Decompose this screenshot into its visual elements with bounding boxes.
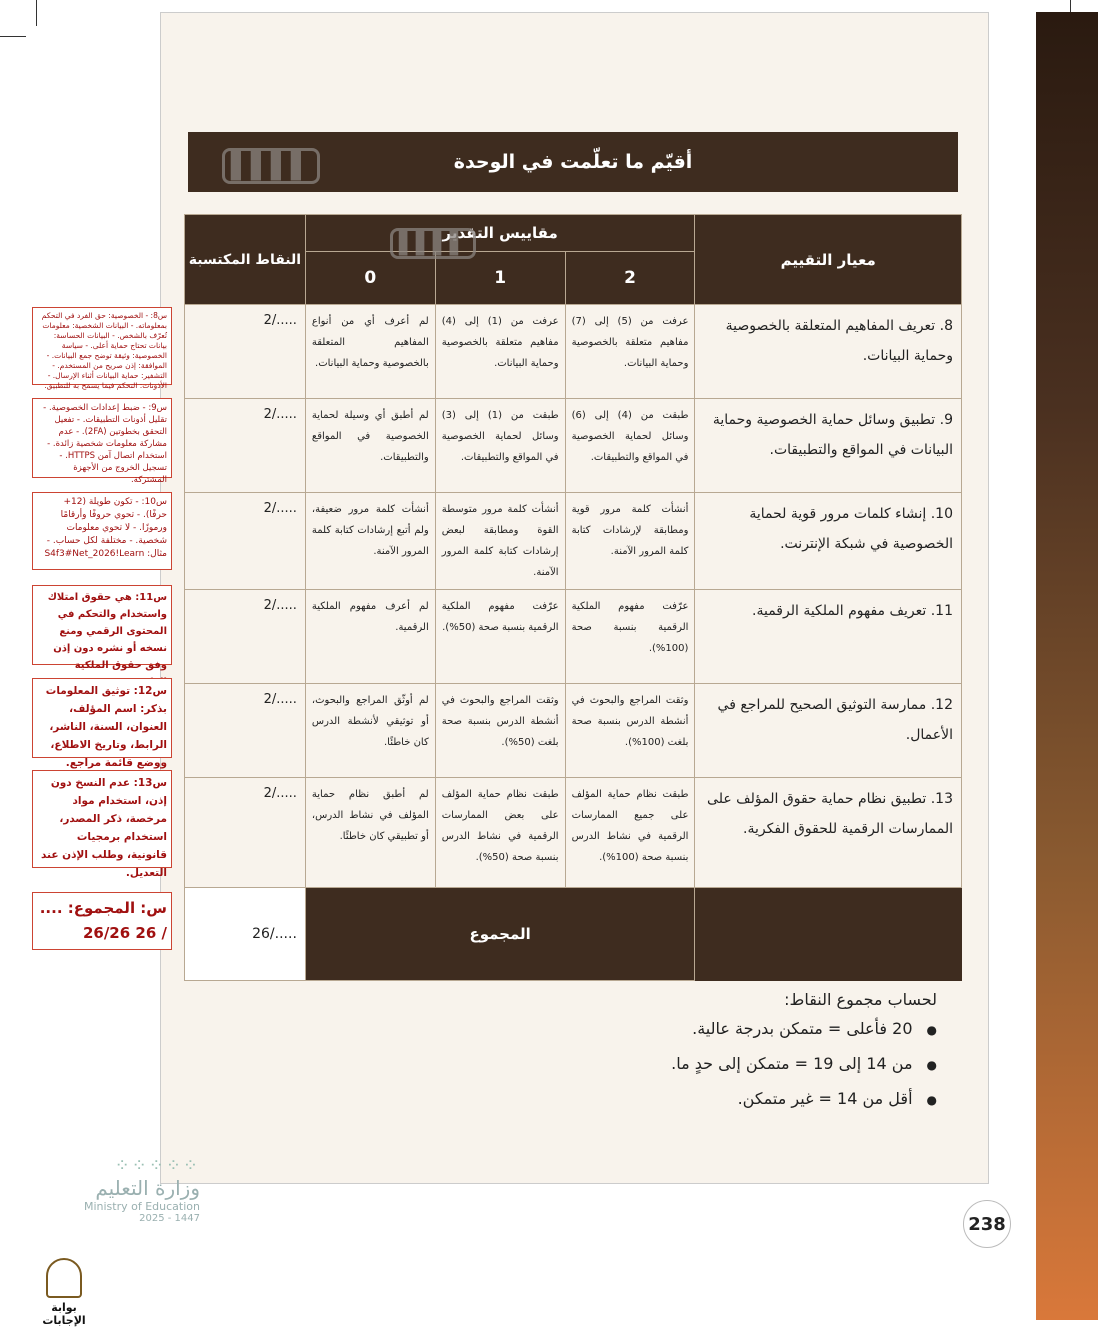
criterion-cell: 9. تطبيق وسائل حماية الخصوصية وحماية البيانات في المواقع والتطبيقات. — [695, 399, 962, 493]
handwritten-note: س13: عدم النسخ دون إذن، استخدام مواد مرخصة، ذكر المصدر، استخدام برمجيات قانونية، وطلب الإذن عند التعديل. — [32, 770, 172, 868]
crop-mark — [36, 0, 37, 26]
level-2-cell: طبقت نظام حماية المؤلف على جميع الممارسات الرقمية في نشاط الدرس بنسبة صحة (100%). — [565, 778, 695, 888]
watermark-logo: ▌▌▌▌ — [390, 228, 476, 259]
handwritten-note: س9: - ضبط إعدادات الخصوصية. - تقليل أذونات التطبيقات. - تفعيل التحقق بخطوتين (2FA). - عدم مشاركة معلومات شخصية زائدة. - استخدام اتصال آمن HTTPS. - تسجيل الخروج من الأجهزة المشتركة. — [32, 398, 172, 478]
table-row — [185, 305, 962, 399]
criterion-cell: 11. تعريف مفهوم الملكية الرقمية. — [695, 590, 962, 684]
level-1-cell: وثقت المراجع والبحوث في أنشطة الدرس بنسبة صحة بلغت (50%). — [435, 684, 565, 778]
handwritten-note: س11: هي حقوق امتلاك واستخدام والتحكم في المحتوى الرقمي ومنع نسخه أو نشره دون إذن وفق حقوق الملكية — [32, 585, 172, 665]
level-1-cell: عرفت من (1) إلى (4) مفاهيم متعلقة بالخصوصية وحماية البيانات. — [435, 305, 565, 399]
sum-points: ...../26 — [185, 888, 306, 981]
scales-header: مقاييس التقدير — [305, 215, 695, 252]
criterion-cell: 8. تعريف المفاهيم المتعلقة بالخصوصية وحماية البيانات. — [695, 305, 962, 399]
level-0-cell: لم أطبق أي وسيلة لحماية الخصوصية في المواقع والتطبيقات. — [305, 399, 435, 493]
level-0-cell: لم أطبق نظام حماية المؤلف في نشاط الدرس، أو تطبيقي كان خاطئًا. — [305, 778, 435, 888]
level-1-header: 1 — [435, 252, 565, 305]
handwritten-note: س8: - الخصوصية: حق الفرد في التحكم بمعلوماته. - البيانات الشخصية: معلومات تُعرّف بالشخص. - البيانات الحساسة: بيانات تحتاج حماية أعلى. - سياسة الخصوصية: وثيقة توضح جمع البيانات. - الموافقة: إذن صريح من المستخدم. - التشفير: حماية البيانات أثناء الإرسال. - الأذونات: التحكم فيما يسمح به للتطبيق. — [32, 307, 172, 385]
level-2-header: 2 — [565, 252, 695, 305]
ministry-dots-icon: ⁘⁘⁘⁘⁘ — [114, 1155, 200, 1176]
scoring-guide-title: لحساب مجموع النقاط: — [784, 990, 937, 1009]
criterion-cell: 10. إنشاء كلمات مرور قوية لحماية الخصوصية في شبكة الإنترنت. — [695, 493, 962, 590]
scoring-guide-item: ● أقل من 14 = غير متمكن. — [671, 1089, 937, 1108]
table-row — [185, 493, 962, 590]
crop-mark — [0, 36, 26, 37]
level-1-cell: عرّفت مفهوم الملكية الرقمية بنسبة صحة (50%). — [435, 590, 565, 684]
scoring-guide — [671, 990, 937, 1124]
table-row — [185, 684, 962, 778]
level-1-cell: طبقت من (1) إلى (3) وسائل لحماية الخصوصية في المواقع والتطبيقات. — [435, 399, 565, 493]
points-cell: ...../2 — [185, 399, 306, 493]
page-spine — [1036, 12, 1098, 1320]
level-2-cell: طبقت من (4) إلى (6) وسائل لحماية الخصوصية في المواقع والتطبيقات. — [565, 399, 695, 493]
sum-label: المجموع — [305, 888, 695, 981]
criterion-header: معيار التقييم — [695, 215, 962, 305]
watermark-logo: ▌▌▌▌ — [222, 148, 320, 184]
ministry-name-en: Ministry of Education — [83, 1200, 200, 1213]
criterion-cell: 12. ممارسة التوثيق الصحيح للمراجع في الأعمال. — [695, 684, 962, 778]
level-0-header: 0 — [305, 252, 435, 305]
criterion-cell: 13. تطبيق نظام حماية حقوق المؤلف على الممارسات الرقمية للحقوق الفكرية. — [695, 778, 962, 888]
portal-emblem-icon — [46, 1258, 82, 1298]
scoring-guide-item: ● 20 فأعلى = متمكن بدرجة عالية. — [671, 1019, 937, 1038]
level-0-cell: أنشأت كلمة مرور ضعيفة، ولم أتبع إرشادات كتابة كلمة المرور الآمنة. — [305, 493, 435, 590]
handwritten-note: س10: - تكون طويلة (12+ حرفًا). - تحوي حروفًا وأرقامًا ورموزًا. - لا تحوي معلومات شخصية. - مختلفة لكل حساب. - مثال: S4f3#Net_2026!Learn — [32, 492, 172, 570]
level-2-cell: عرّفت مفهوم الملكية الرقمية بنسبة صحة (100%). — [565, 590, 695, 684]
points-cell: ...../2 — [185, 493, 306, 590]
points-cell: ...../2 — [185, 305, 306, 399]
ministry-logo — [60, 1155, 200, 1224]
level-1-cell: طبقت نظام حماية المؤلف على بعض الممارسات الرقمية في نشاط الدرس بنسبة صحة (50%). — [435, 778, 565, 888]
level-2-cell: أنشأت كلمة مرور قوية ومطابقة لإرشادات كتابة كلمة المرور الآمنة. — [565, 493, 695, 590]
level-2-cell: عرفت من (5) إلى (7) مفاهيم متعلقة بالخصوصية وحماية البيانات. — [565, 305, 695, 399]
portal-name: بوابة الإجابات — [42, 1301, 86, 1327]
table-row — [185, 590, 962, 684]
page-title: أقيّم ما تعلّمت في الوحدة — [453, 151, 693, 173]
points-cell: ...../2 — [185, 590, 306, 684]
level-1-cell: أنشأت كلمة مرور متوسطة القوة ومطابقة لبعض إرشادات كتابة كلمة المرور الآمنة. — [435, 493, 565, 590]
assessment-table — [184, 214, 962, 981]
handwritten-note: س: المجموع: .... / 26 26/26 — [32, 892, 172, 950]
table-row — [185, 778, 962, 888]
level-0-cell: لم أعرف مفهوم الملكية الرقمية. — [305, 590, 435, 684]
ministry-name-ar: وزارة التعليم — [95, 1176, 200, 1200]
level-0-cell: لم أوثّق المراجع والبحوث، أو توثيقي لأنشطة الدرس كان خاطئًا. — [305, 684, 435, 778]
level-0-cell: لم أعرف أي من أنواع المفاهيم المتعلقة بالخصوصية وحماية البيانات. — [305, 305, 435, 399]
portal-logo — [28, 1258, 100, 1327]
table-row — [185, 399, 962, 493]
ministry-year: 2025 - 1447 — [139, 1213, 200, 1224]
points-cell: ...../2 — [185, 778, 306, 888]
handwritten-note: س12: توثيق المعلومات بذكر: اسم المؤلف، العنوان، السنة، الناشر، الرابط، وتاريخ الاطلاع، ووضع قائمة مراجع. — [32, 678, 172, 758]
points-cell: ...../2 — [185, 684, 306, 778]
points-header: النقاط المكتسبة — [185, 215, 306, 305]
level-2-cell: وثقت المراجع والبحوث في أنشطة الدرس بنسبة صحة بلغت (100%). — [565, 684, 695, 778]
page-number: 238 — [963, 1200, 1011, 1248]
scoring-guide-item: ● من 14 إلى 19 = متمكن إلى حدٍ ما. — [671, 1054, 937, 1073]
sum-row — [185, 888, 962, 981]
